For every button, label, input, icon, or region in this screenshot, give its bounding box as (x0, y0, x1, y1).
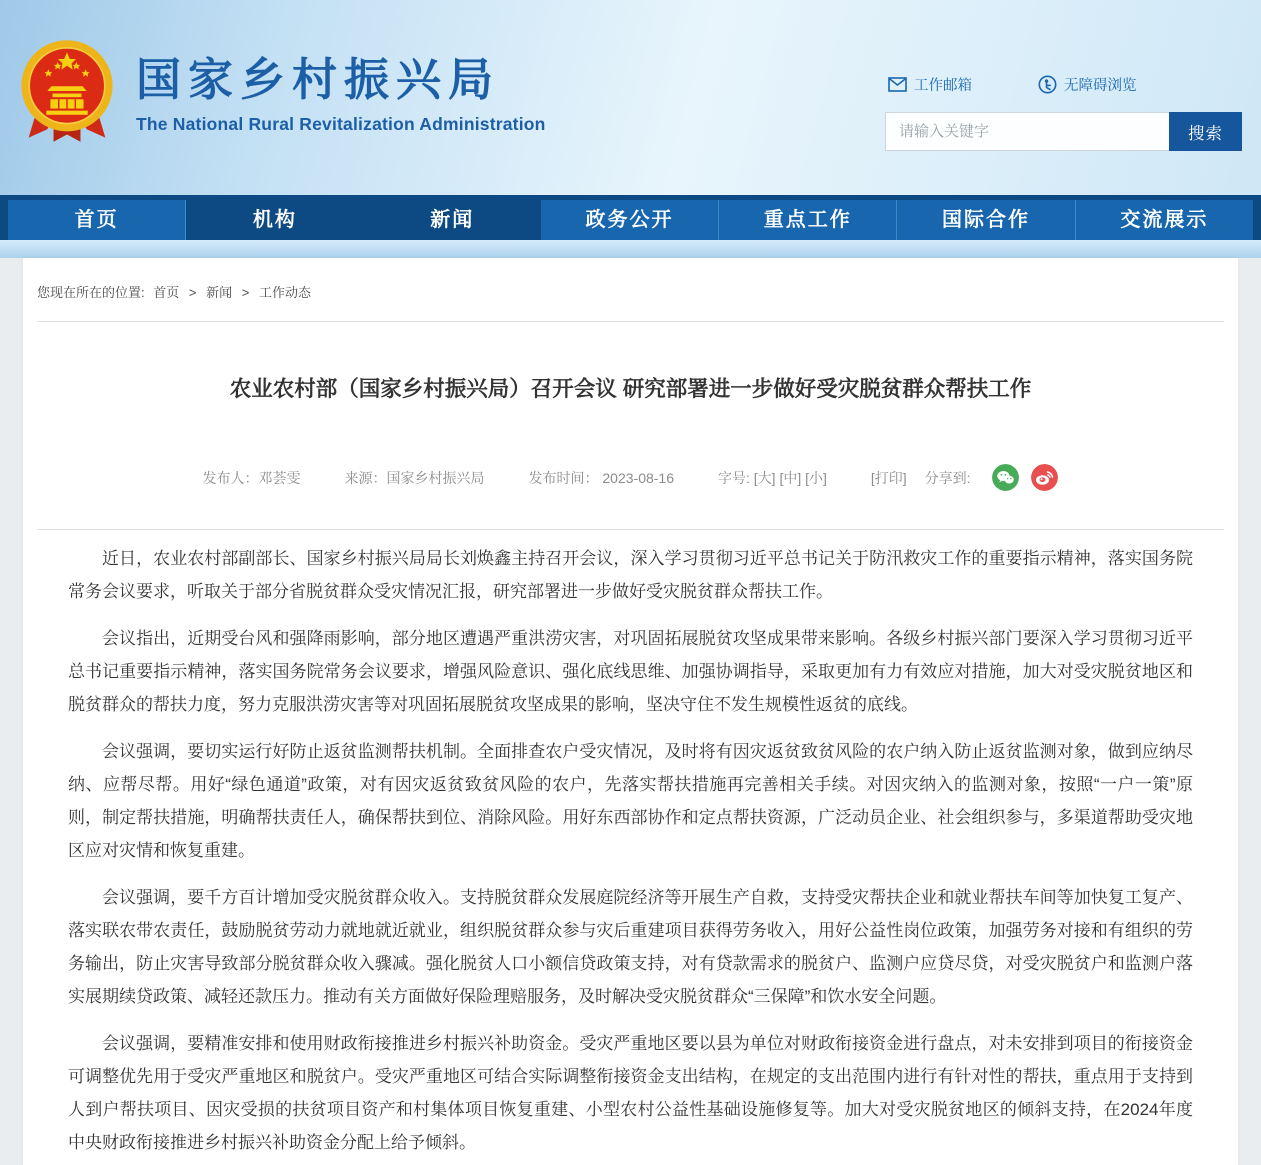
nav-item-key-work[interactable]: 重点工作 (719, 200, 897, 240)
date-label: 发布时间： (528, 469, 599, 486)
work-mailbox-label: 工作邮箱 (914, 78, 972, 94)
site-subtitle: The National Rural Revitalization Administration (136, 113, 546, 134)
article-meta (23, 464, 1238, 491)
article-body (23, 530, 1238, 1159)
print-button[interactable]: [打印] (870, 469, 907, 486)
header-tools (885, 74, 1242, 151)
breadcrumb-news-link[interactable]: 新闻 (206, 285, 233, 300)
nav-item-international-cooperation[interactable]: 国际合作 (897, 200, 1075, 240)
font-size-label: 字号: (718, 469, 750, 486)
breadcrumb-prefix: 您现在所在的位置: (37, 285, 145, 300)
quick-links (885, 74, 1242, 95)
sky-banner (0, 240, 1261, 258)
site-title-block (136, 50, 546, 135)
site-header (0, 0, 1261, 195)
article-paragraph: 近日，农业农村部副部长、国家乡村振兴局局长刘焕鑫主持召开会议，深入学习贯彻习近平总书记关于防汛救灾工作的重要指示精神，落实国务院常务会议要求，听取关于部分省脱贫群众受灾情况汇报，研究部署进一步做好受灾脱贫群众帮扶工作。 (68, 549, 1193, 601)
search-input[interactable] (885, 112, 1169, 151)
national-emblem-icon (14, 34, 120, 150)
wechat-share-icon[interactable] (992, 464, 1019, 491)
font-size-medium-button[interactable]: [中] (779, 469, 802, 486)
work-mailbox-link[interactable] (888, 74, 972, 95)
search-button[interactable]: 搜索 (1169, 112, 1242, 151)
font-size-controls (718, 468, 827, 488)
site-title: 国家乡村振兴局 (136, 53, 501, 105)
font-size-small-button[interactable]: [小] (805, 469, 827, 486)
share-label: 分享到: (924, 469, 971, 486)
nav-item-organization[interactable]: 机构 (186, 200, 363, 240)
article-title: 农业农村部（国家乡村振兴局）召开会议 研究部署进一步做好受灾脱贫群众帮扶工作 (229, 377, 1032, 401)
weibo-share-icon[interactable] (1031, 464, 1058, 491)
search-bar (885, 112, 1242, 151)
publish-date-field (529, 468, 675, 488)
article-paragraph: 会议强调，要精准安排和使用财政衔接推进乡村振兴补助资金。受灾严重地区要以县为单位对财政衔接资金进行盘点，对未安排到项目的衔接资金可调整优先用于受灾严重地区和脱贫户。受灾严重地区可结合实际调整衔接资金支出结构，在规定的支出范围内进行有针对性的帮扶，重点用于支持到人到户帮扶项目、因灾受损的扶贫项目资产和村集体项目恢复重建、小型农村公益性基础设施修复等。加大对受灾脱贫地区的倾斜支持，在2024年度中央财政衔接推进乡村振兴补助资金分配上给予倾斜。 (68, 1034, 1193, 1152)
breadcrumb (23, 258, 1238, 321)
accessibility-link[interactable] (1038, 74, 1137, 95)
font-size-large-button[interactable]: [大] (753, 469, 776, 486)
breadcrumb-home-link[interactable]: 首页 (153, 285, 180, 300)
content-card (23, 258, 1238, 1165)
publisher-field (203, 468, 301, 488)
nav-item-home[interactable]: 首页 (8, 200, 186, 240)
breadcrumb-current[interactable]: 工作动态 (258, 285, 311, 300)
nav-item-news[interactable]: 新闻 (364, 200, 541, 240)
article-paragraph: 会议强调，要千方百计增加受灾脱贫群众收入。支持脱贫群众发展庭院经济等开展生产自救，支持受灾帮扶企业和就业帮扶车间等加快复工复产、落实联农带农责任，鼓励脱贫劳动力就地就近就业，组织脱贫群众参与灾后重建项目获得劳务收入，用好公益性岗位政策，加强劳务对接和有组织的劳务输出，防止灾害导致部分脱贫群众收入骤减。强化脱贫人口小额信贷政策支持，对有贷款需求的脱贫户、监测户应贷尽贷，对受灾脱贫户和监测户落实展期续贷政策、减轻还款压力。推动有关方面做好保险理赔服务，及时解决受灾脱贫群众“三保障”和饮水安全问题。 (68, 888, 1193, 1006)
article-paragraph: 会议指出，近期受台风和强降雨影响，部分地区遭遇严重洪涝灾害，对巩固拓展脱贫攻坚成果带来影响。各级乡村振兴部门要深入学习贯彻习近平总书记重要指示精神，落实国务院常务会议要求，增强风险意识、强化底线思维、加强协调指导，采取更加有力有效应对措施，加大对受灾脱贫地区和脱贫群众的帮扶力度，努力克服洪涝灾害等对巩固拓展脱贫攻坚成果的影响，坚决守住不发生规模性返贫的底线。 (68, 629, 1193, 714)
print-share-group (871, 468, 971, 488)
site-logo (14, 34, 546, 150)
breadcrumb-divider (37, 321, 1224, 322)
source-field (345, 468, 485, 488)
nav-item-government-affairs[interactable]: 政务公开 (541, 200, 719, 240)
source-value: 国家乡村振兴局 (386, 469, 485, 486)
share-icons (992, 464, 1058, 491)
breadcrumb-separator: > (188, 285, 197, 300)
main-nav (0, 195, 1261, 240)
publisher-value: 邓荟雯 (258, 469, 301, 486)
accessibility-label: 无障碍浏览 (1064, 78, 1137, 94)
nav-item-exchange-exhibition[interactable]: 交流展示 (1076, 200, 1253, 240)
envelope-icon (888, 77, 907, 92)
article-paragraph: 会议强调，要切实运行好防止返贫监测帮扶机制。全面排查农户受灾情况，及时将有因灾返贫致贫风险的农户纳入防止返贫监测对象，做到应纳尽纳、应帮尽帮。用好“绿色通道”政策，对有因灾返贫致贫风险的农户，先落实帮扶措施再完善相关手续。对因灾纳入的监测对象，按照“一户一策”原则，制定帮扶措施，明确帮扶责任人，确保帮扶到位、消除风险。用好东西部协作和定点帮扶资源，广泛动员企业、社会组织参与，多渠道帮助受灾地区应对灾情和恢复重建。 (68, 742, 1193, 860)
breadcrumb-separator: > (241, 285, 250, 300)
publisher-label: 发布人： (202, 469, 259, 486)
accessibility-icon (1038, 75, 1057, 94)
date-value: 2023-08-16 (602, 469, 675, 486)
source-label: 来源： (344, 469, 387, 486)
